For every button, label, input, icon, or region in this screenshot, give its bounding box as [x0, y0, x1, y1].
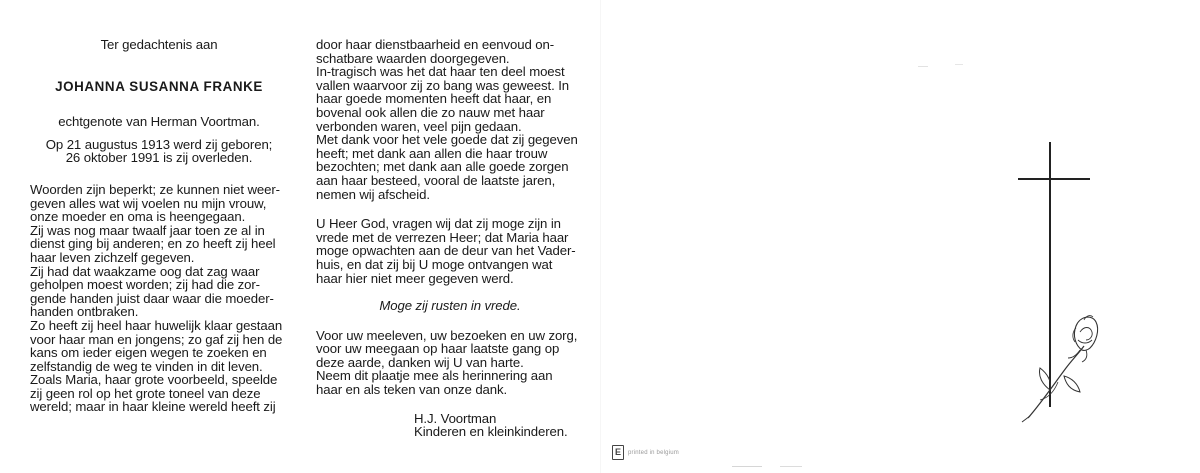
text-line: door haar dienstbaarheid en eenvoud on-	[316, 37, 555, 52]
middle-para-1	[316, 38, 584, 201]
text-line: haar leven zichzelf gegeven.	[30, 249, 195, 265]
middle-column	[316, 38, 584, 439]
intro-text: Ter gedachtenis aan	[100, 37, 218, 52]
text-line: vallen waarvoor zij zo bang was geweest. In	[316, 77, 569, 93]
print-speck	[955, 64, 963, 65]
text-line: haar hier niet meer gegeven werd.	[316, 270, 514, 286]
text-line: Zo heeft zij heel haar huwelijk klaar gestaan	[30, 317, 283, 333]
text-line: verbonden waren, veel pijn gedaan.	[316, 118, 522, 134]
text-line: moge opwachten aan de deur van het Vader-	[316, 243, 576, 259]
spouse-text: echtgenote van Herman Voortman.	[58, 114, 260, 130]
text-line: dienst ging bij anderen; en zo heeft zij heel	[30, 236, 276, 252]
text-line: Met dank voor het vele goede dat zij gegeven	[316, 132, 578, 148]
text-line: heeft; met dank aan allen die haar trouw	[316, 145, 548, 161]
text-line: deze aarde, danken wij U van harte.	[316, 354, 524, 370]
text-line: bezochten; met dank aan alle goede zorgen	[316, 159, 569, 175]
closing-verse: Moge zij rusten in vrede.	[379, 298, 521, 314]
text-line: Zoals Maria, haar grote voorbeeld, speelde	[30, 372, 278, 388]
text-line: Voor uw meeleven, uw bezoeken en uw zorg,	[316, 327, 578, 343]
text-line: U Heer God, vragen wij dat zij moge zijn in	[316, 216, 561, 232]
text-line: In-tragisch was het dat haar ten deel moest	[316, 64, 565, 80]
text-line: haar en als teken van onze dank.	[316, 382, 508, 398]
print-speck	[732, 466, 762, 467]
card-fold-line	[600, 0, 601, 473]
cross-horizontal-bar	[1018, 178, 1090, 180]
signature-name: H.J. Voortman	[414, 410, 497, 426]
text-line: wereld; maar in haar kleine wereld heeft zij	[30, 399, 276, 415]
print-speck	[918, 66, 928, 67]
text-line: voor uw meegaan op haar laatste gang op	[316, 341, 560, 357]
middle-para-2	[316, 217, 584, 285]
text-line: zij geen rol op het grote toneel van deze	[30, 385, 261, 401]
printer-logo-icon: E	[612, 445, 624, 460]
signature-block	[316, 412, 584, 439]
text-line: nemen wij afscheid.	[316, 186, 430, 202]
text-line: Zij was nog maar twaalf jaar toen ze al in	[30, 222, 265, 238]
text-line: onze moeder en oma is heengegaan.	[30, 209, 246, 225]
rose-icon	[1020, 280, 1100, 430]
text-line: aan haar besteed, vooral de laatste jaren,	[316, 172, 556, 188]
text-line: Zij had dat waakzame oog dat zag waar	[30, 263, 260, 279]
left-body-text	[30, 183, 288, 414]
printer-logo	[612, 445, 679, 460]
text-line: Neem dit plaatje mee als herinnering aan	[316, 368, 553, 384]
death-date-line: 26 oktober 1991 is zij overleden.	[65, 150, 253, 166]
cross-with-rose-icon	[1010, 140, 1100, 440]
text-line: haar goede momenten heeft dat haar, en	[316, 91, 552, 107]
text-line: Woorden zijn beperkt; ze kunnen niet weer-	[30, 181, 280, 197]
birth-date-line: Op 21 augustus 1913 werd zij geboren;	[45, 136, 273, 152]
deceased-name: JOHANNA SUSANNA FRANKE	[55, 78, 263, 94]
text-line: schatbare waarden doorgegeven.	[316, 50, 510, 66]
text-line: geven alles wat wij voelen nu mijn vrouw,	[30, 195, 267, 211]
printer-text: printed in belgium	[628, 449, 679, 456]
dates-block	[30, 138, 288, 165]
text-line: kans om ieder eigen wegen te zoeken en	[30, 345, 267, 361]
text-line: vrede met de verrezen Heer; dat Maria haar	[316, 229, 569, 245]
signature-family: Kinderen en kleinkinderen.	[414, 424, 568, 440]
text-line: geholpen moest worden; zij had die zor-	[30, 277, 260, 293]
left-column	[30, 38, 288, 414]
text-line: voor haar man en jongens; zo gaf zij hen de	[30, 331, 283, 347]
middle-para-3	[316, 329, 584, 397]
text-line: zelfstandig de weg te vinden in dit leven.	[30, 358, 263, 374]
print-speck	[780, 466, 802, 467]
text-line: bovenal ook allen die zo nauw met haar	[316, 104, 545, 120]
text-line: huis, en dat zij bij U moge ontvangen wat	[316, 256, 553, 272]
text-line: handen ontbraken.	[30, 304, 139, 320]
text-line: gende handen juist daar waar die moeder-	[30, 290, 274, 306]
